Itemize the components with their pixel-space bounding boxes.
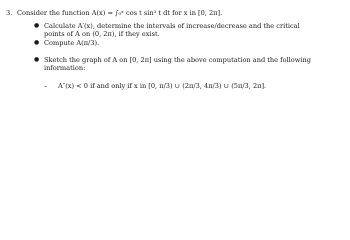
problem-3 xyxy=(0,0,350,103)
bullet-3-line-1: Sketch the graph of A on [0, 2π] using the above computation and the following xyxy=(44,56,311,64)
subitem-text: A″(x) < 0 if and only if x in [0, π/3) ∪ (2π/3, 4π/3) ∪ (5π/3, 2π]. xyxy=(58,82,267,90)
bullet-2-line-1: Compute A(π/3). xyxy=(44,39,100,47)
subitem-marker: – xyxy=(44,82,48,90)
bullet-marker: ● xyxy=(34,56,40,63)
bullet-3-line-2: information: xyxy=(44,64,86,72)
problem-stem: Consider the function A(x) = ∫₀ˣ cos t sin³ t dt for x in [0, 2π]. xyxy=(17,9,223,17)
bullet-marker: ● xyxy=(34,22,40,29)
bullet-1-line-1: Calculate A′(x), determine the intervals of increase/decrease and the critical xyxy=(44,22,300,30)
problem-number: 3. xyxy=(6,9,13,17)
bullet-1-line-2: points of A on (0, 2π), if they exist. xyxy=(44,30,160,38)
bullet-marker: ● xyxy=(34,39,40,46)
